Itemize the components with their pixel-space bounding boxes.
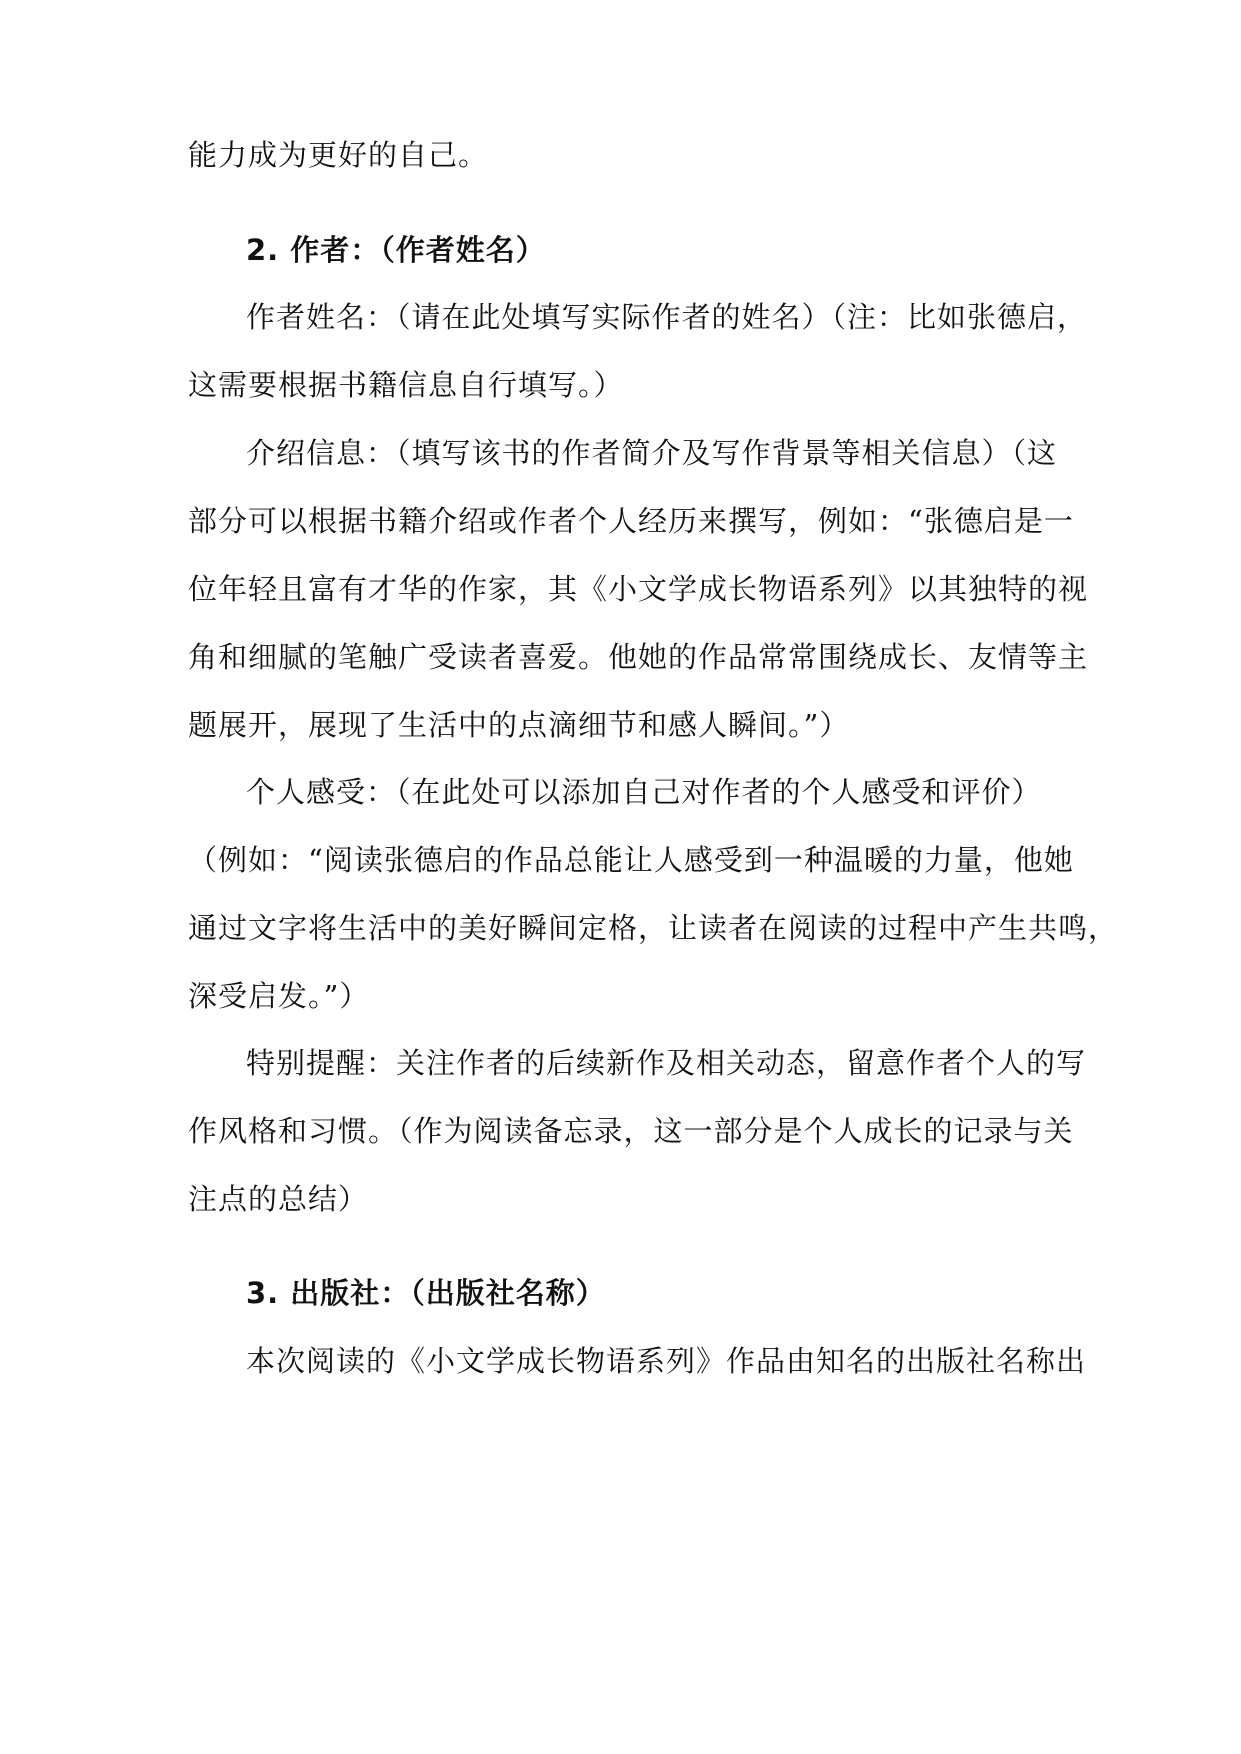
section-heading-publisher: 3. 出版社：（出版社名称） — [246, 1276, 606, 1310]
intro-info-line-1: 介绍信息：（填写该书的作者简介及写作背景等相关信息）（这 — [246, 436, 1058, 470]
personal-feeling-line-1: 个人感受：（在此处可以添加自己对作者的个人感受和评价） — [246, 775, 1042, 809]
personal-feeling-line-4: 深受启发。”） — [188, 979, 370, 1013]
intro-info-line-3: 位年轻且富有才华的作家，其《小文学成长物语系列》以其独特的视 — [188, 572, 1089, 606]
intro-info-line-2: 部分可以根据书籍介绍或作者个人经历来撰写，例如：“张德启是一 — [188, 504, 1074, 538]
special-reminder-line-3: 注点的总结） — [188, 1182, 369, 1216]
author-name-line-1: 作者姓名：（请在此处填写实际作者的姓名）（注：比如张德启， — [246, 300, 1088, 334]
special-reminder-line-2: 作风格和习惯。（作为阅读备忘录，这一部分是个人成长的记录与关 — [188, 1114, 1074, 1148]
intro-info-line-4: 角和细腻的笔触广受读者喜爱。他她的作品常常围绕成长、友情等主 — [188, 640, 1089, 674]
section-heading-author: 2. 作者：（作者姓名） — [246, 233, 546, 267]
special-reminder-line-1: 特别提醒：关注作者的后续新作及相关动态，留意作者个人的写 — [246, 1046, 1087, 1080]
publisher-paragraph-line-1: 本次阅读的《小文学成长物语系列》作品由知名的出版社名称出 — [246, 1344, 1087, 1378]
paragraph-continuation-line: 能力成为更好的自己。 — [188, 138, 489, 172]
personal-feeling-line-3: 通过文字将生活中的美好瞬间定格，让读者在阅读的过程中产生共鸣， — [188, 911, 1119, 945]
intro-info-line-5: 题展开，展现了生活中的点滴细节和感人瞬间。”） — [188, 708, 850, 742]
personal-feeling-line-2: （例如：“阅读张德启的作品总能让人感受到一种温暖的力量，他她 — [188, 843, 1074, 877]
author-name-line-2: 这需要根据书籍信息自行填写。） — [188, 368, 624, 402]
